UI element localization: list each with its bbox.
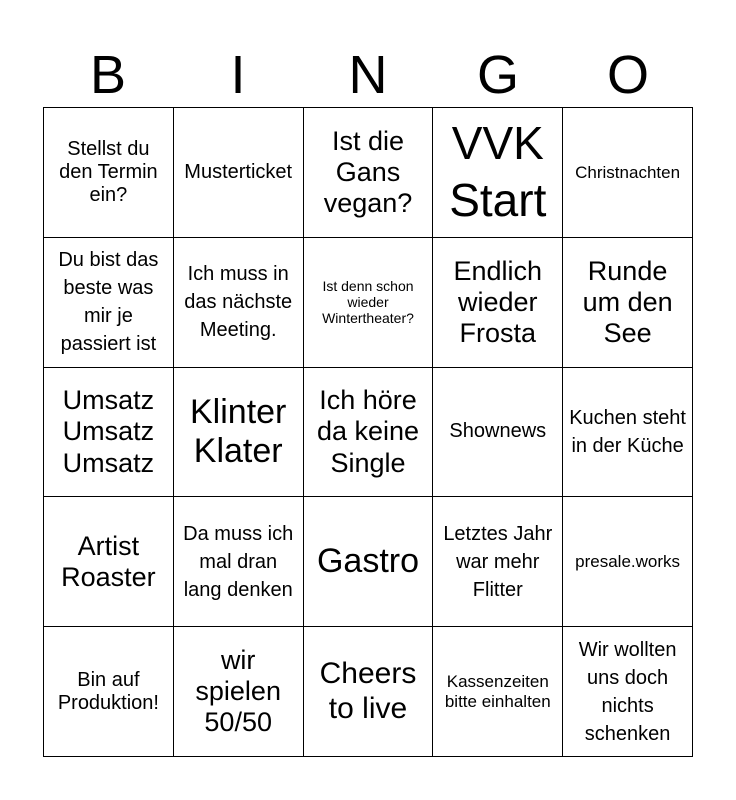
- header-letter-b: B: [89, 45, 127, 105]
- bingo-cell[interactable]: Stellst du den Termin ein?: [44, 108, 174, 238]
- bingo-header: [43, 40, 693, 110]
- bingo-cell[interactable]: Ist die Gans vegan?: [303, 108, 433, 238]
- bingo-cell[interactable]: Wir wollten uns doch nichts schenken: [563, 627, 693, 757]
- bingo-cell[interactable]: Gastro: [303, 497, 433, 627]
- bingo-cell[interactable]: Kassenzeiten bitte einhalten: [433, 627, 563, 757]
- bingo-cell[interactable]: Ich höre da keine Single: [303, 367, 433, 497]
- bingo-cell[interactable]: Shownews: [433, 367, 563, 497]
- bingo-row: [44, 108, 693, 238]
- bingo-cell[interactable]: Runde um den See: [563, 237, 693, 367]
- bingo-row: [44, 237, 693, 367]
- bingo-cell[interactable]: Endlich wieder Frosta: [433, 237, 563, 367]
- bingo-cell[interactable]: Musterticket: [173, 108, 303, 238]
- bingo-row: [44, 627, 693, 757]
- header-letter-g: G: [476, 45, 519, 105]
- bingo-cell[interactable]: wir spielen 50/50: [173, 627, 303, 757]
- bingo-cell[interactable]: Ist denn schon wieder Wintertheater?: [303, 237, 433, 367]
- header-letter-o: O: [606, 45, 649, 105]
- bingo-grid: [43, 107, 693, 757]
- bingo-cell[interactable]: Ich muss in das nächste Meeting.: [173, 237, 303, 367]
- bingo-cell[interactable]: Artist Roaster: [44, 497, 174, 627]
- bingo-cell[interactable]: Klinter Klater: [173, 367, 303, 497]
- bingo-cell[interactable]: Christnachten: [563, 108, 693, 238]
- bingo-cell[interactable]: Cheers to live: [303, 627, 433, 757]
- bingo-cell[interactable]: Umsatz Umsatz Umsatz: [44, 367, 174, 497]
- bingo-cell[interactable]: Da muss ich mal dran lang denken: [173, 497, 303, 627]
- bingo-cell[interactable]: presale.works: [563, 497, 693, 627]
- bingo-cell[interactable]: Bin auf Produktion!: [44, 627, 174, 757]
- bingo-row: [44, 367, 693, 497]
- bingo-cell[interactable]: Du bist das beste was mir je passiert ist: [44, 237, 174, 367]
- bingo-row: [44, 497, 693, 627]
- bingo-cell[interactable]: Letztes Jahr war mehr Flitter: [433, 497, 563, 627]
- header-letter-n: N: [348, 45, 388, 105]
- bingo-cell[interactable]: VVK Start: [433, 108, 563, 238]
- bingo-cell[interactable]: Kuchen steht in der Küche: [563, 367, 693, 497]
- header-letter-i: I: [230, 45, 246, 105]
